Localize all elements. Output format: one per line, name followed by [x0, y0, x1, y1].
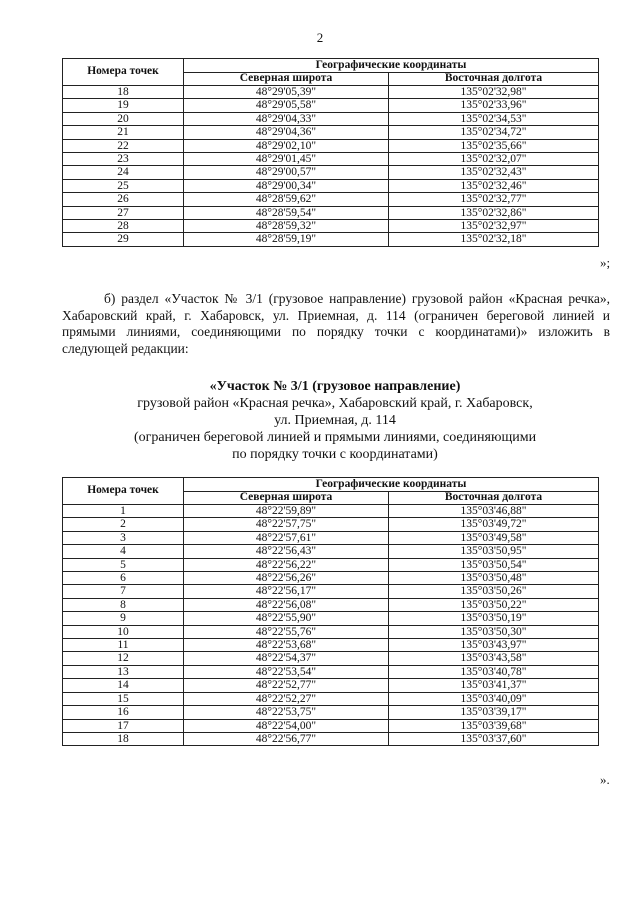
table-row	[63, 665, 599, 678]
coordinates-table-2	[62, 477, 599, 746]
point-number: 18	[63, 86, 184, 99]
longitude-cell: 135°02'35,66"	[389, 139, 599, 152]
latitude-cell: 48°28'59,54"	[184, 206, 389, 219]
longitude-cell: 135°02'32,18"	[389, 233, 599, 246]
point-number: 18	[63, 732, 184, 745]
header-longitude: Восточная долгота	[389, 491, 599, 505]
latitude-cell: 48°22'57,75"	[184, 518, 389, 531]
latitude-cell: 48°29'00,57"	[184, 166, 389, 179]
longitude-cell: 135°03'39,68"	[389, 719, 599, 732]
longitude-cell: 135°03'49,72"	[389, 518, 599, 531]
table-row	[63, 233, 599, 246]
point-number: 17	[63, 719, 184, 732]
point-number: 2	[63, 518, 184, 531]
table-row	[63, 112, 599, 125]
longitude-cell: 135°02'32,43"	[389, 166, 599, 179]
point-number: 8	[63, 598, 184, 611]
table-row	[63, 558, 599, 571]
table-row	[63, 531, 599, 544]
point-number: 9	[63, 612, 184, 625]
section-title-line-5: по порядку точки с координатами)	[232, 447, 438, 462]
longitude-cell: 135°03'49,58"	[389, 531, 599, 544]
latitude-cell: 48°29'02,10"	[184, 139, 389, 152]
longitude-cell: 135°02'32,98"	[389, 86, 599, 99]
point-number: 15	[63, 692, 184, 705]
table-2-closing: ».	[600, 772, 610, 787]
amendment-paragraph: б) раздел «Участок № 3/1 (грузовое направление) грузовой район «Красная речка», Хабаровский край, г. Хабаровск, ул. Приемная, д. 114 (ограничен береговой линией и прямыми линиями, соединяющими по порядку точки с координатами)» изложить в следующей редакции:	[62, 291, 610, 356]
point-number: 4	[63, 545, 184, 558]
point-number: 25	[63, 179, 184, 192]
table-row	[63, 719, 599, 732]
table-row	[63, 706, 599, 719]
latitude-cell: 48°29'01,45"	[184, 153, 389, 166]
point-number: 29	[63, 233, 184, 246]
longitude-cell: 135°03'37,60"	[389, 732, 599, 745]
table-row	[63, 166, 599, 179]
table-row	[63, 639, 599, 652]
point-number: 22	[63, 139, 184, 152]
header-latitude: Северная широта	[184, 491, 389, 505]
latitude-cell: 48°29'05,58"	[184, 99, 389, 112]
latitude-cell: 48°22'54,00"	[184, 719, 389, 732]
point-number: 13	[63, 665, 184, 678]
longitude-cell: 135°03'50,19"	[389, 612, 599, 625]
latitude-cell: 48°22'56,08"	[184, 598, 389, 611]
latitude-cell: 48°22'56,26"	[184, 572, 389, 585]
point-number: 16	[63, 706, 184, 719]
section-title	[40, 378, 630, 463]
longitude-cell: 135°02'34,72"	[389, 126, 599, 139]
longitude-cell: 135°02'32,77"	[389, 193, 599, 206]
point-number: 20	[63, 112, 184, 125]
longitude-cell: 135°03'39,17"	[389, 706, 599, 719]
latitude-cell: 48°22'57,61"	[184, 531, 389, 544]
point-number: 12	[63, 652, 184, 665]
table-1-closing: »;	[600, 255, 611, 270]
point-number: 26	[63, 193, 184, 206]
latitude-cell: 48°22'56,22"	[184, 558, 389, 571]
table-row	[63, 220, 599, 233]
point-number: 6	[63, 572, 184, 585]
point-number: 23	[63, 153, 184, 166]
coordinates-table-1	[62, 58, 599, 247]
header-geo: Географические координаты	[184, 59, 599, 73]
latitude-cell: 48°22'56,43"	[184, 545, 389, 558]
point-number: 21	[63, 126, 184, 139]
section-title-line-1: «Участок № 3/1 (грузовое направление)	[209, 379, 461, 394]
longitude-cell: 135°02'34,53"	[389, 112, 599, 125]
header-latitude: Северная широта	[184, 72, 389, 86]
section-title-line-4: (ограничен береговой линией и прямыми линиями, соединяющими	[133, 430, 537, 445]
point-number: 10	[63, 625, 184, 638]
point-number: 5	[63, 558, 184, 571]
latitude-cell: 48°22'56,77"	[184, 732, 389, 745]
longitude-cell: 135°03'50,95"	[389, 545, 599, 558]
latitude-cell: 48°22'54,37"	[184, 652, 389, 665]
table-row	[63, 679, 599, 692]
table-row	[63, 193, 599, 206]
point-number: 3	[63, 531, 184, 544]
latitude-cell: 48°22'55,76"	[184, 625, 389, 638]
latitude-cell: 48°22'53,68"	[184, 639, 389, 652]
latitude-cell: 48°29'05,39"	[184, 86, 389, 99]
table-row	[63, 572, 599, 585]
table-row	[63, 505, 599, 518]
longitude-cell: 135°03'41,37"	[389, 679, 599, 692]
table-row	[63, 692, 599, 705]
table-row	[63, 518, 599, 531]
table-row	[63, 86, 599, 99]
longitude-cell: 135°03'50,48"	[389, 572, 599, 585]
header-geo: Географические координаты	[184, 478, 599, 492]
page-number: 2	[316, 30, 324, 45]
latitude-cell: 48°22'53,54"	[184, 665, 389, 678]
latitude-cell: 48°22'52,27"	[184, 692, 389, 705]
longitude-cell: 135°02'32,07"	[389, 153, 599, 166]
point-number: 14	[63, 679, 184, 692]
point-number: 27	[63, 206, 184, 219]
table-row	[63, 139, 599, 152]
latitude-cell: 48°29'00,34"	[184, 179, 389, 192]
latitude-cell: 48°22'53,75"	[184, 706, 389, 719]
latitude-cell: 48°28'59,62"	[184, 193, 389, 206]
table-1-body	[63, 86, 599, 247]
table-row	[63, 99, 599, 112]
longitude-cell: 135°03'50,22"	[389, 598, 599, 611]
table-row	[63, 652, 599, 665]
table-row	[63, 126, 599, 139]
table-row	[63, 625, 599, 638]
longitude-cell: 135°03'43,97"	[389, 639, 599, 652]
longitude-cell: 135°03'50,30"	[389, 625, 599, 638]
table-row	[63, 206, 599, 219]
latitude-cell: 48°29'04,36"	[184, 126, 389, 139]
section-title-line-2: грузовой район «Красная речка», Хабаровский край, г. Хабаровск,	[137, 396, 533, 411]
longitude-cell: 135°03'46,88"	[389, 505, 599, 518]
point-number: 28	[63, 220, 184, 233]
longitude-cell: 135°03'40,09"	[389, 692, 599, 705]
longitude-cell: 135°03'40,78"	[389, 665, 599, 678]
table-row	[63, 585, 599, 598]
table-row	[63, 545, 599, 558]
latitude-cell: 48°28'59,32"	[184, 220, 389, 233]
section-title-line-3: ул. Приемная, д. 114	[274, 413, 396, 428]
table-row	[63, 153, 599, 166]
latitude-cell: 48°22'59,89"	[184, 505, 389, 518]
latitude-cell: 48°22'52,77"	[184, 679, 389, 692]
longitude-cell: 135°03'50,54"	[389, 558, 599, 571]
header-points: Номера точек	[63, 59, 184, 86]
longitude-cell: 135°02'32,46"	[389, 179, 599, 192]
point-number: 24	[63, 166, 184, 179]
table-row	[63, 179, 599, 192]
point-number: 11	[63, 639, 184, 652]
latitude-cell: 48°28'59,19"	[184, 233, 389, 246]
latitude-cell: 48°29'04,33"	[184, 112, 389, 125]
table-row	[63, 612, 599, 625]
latitude-cell: 48°22'56,17"	[184, 585, 389, 598]
longitude-cell: 135°03'43,58"	[389, 652, 599, 665]
header-points: Номера точек	[63, 478, 184, 505]
table-row	[63, 598, 599, 611]
point-number: 19	[63, 99, 184, 112]
header-longitude: Восточная долгота	[389, 72, 599, 86]
longitude-cell: 135°02'32,97"	[389, 220, 599, 233]
longitude-cell: 135°03'50,26"	[389, 585, 599, 598]
point-number: 7	[63, 585, 184, 598]
table-row	[63, 732, 599, 745]
longitude-cell: 135°02'33,96"	[389, 99, 599, 112]
latitude-cell: 48°22'55,90"	[184, 612, 389, 625]
point-number: 1	[63, 505, 184, 518]
longitude-cell: 135°02'32,86"	[389, 206, 599, 219]
table-2-body	[63, 505, 599, 746]
